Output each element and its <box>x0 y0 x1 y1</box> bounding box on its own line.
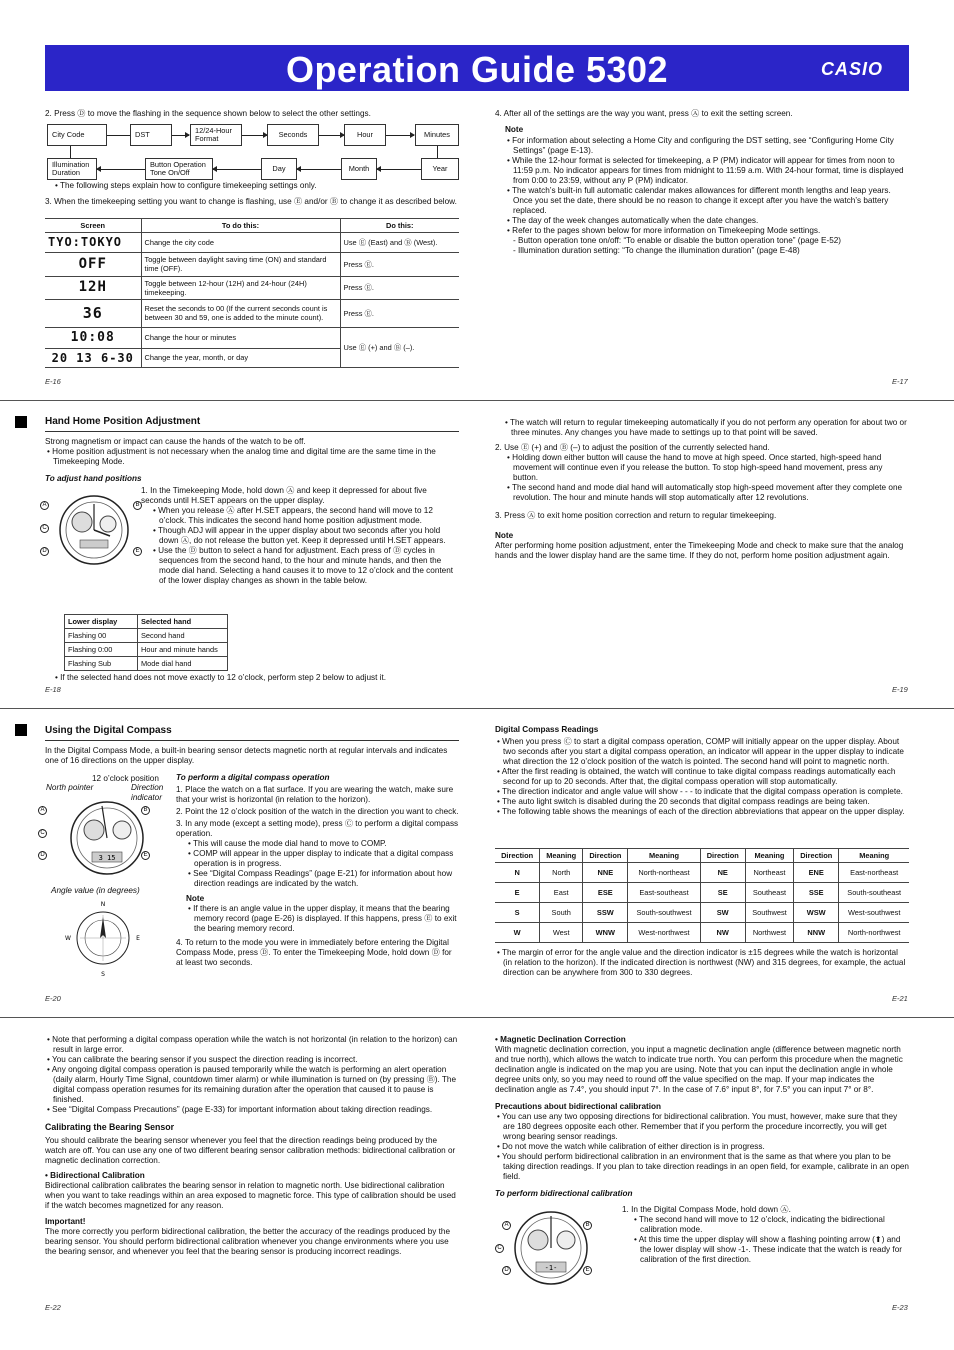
button-c-icon: C <box>38 829 47 838</box>
meaning-cell: West <box>540 923 583 943</box>
flow-arrow <box>386 135 414 136</box>
col-screen: Screen <box>45 219 141 233</box>
col-do: Do this: <box>340 219 459 233</box>
button-b-icon: B <box>133 501 142 510</box>
table-cell: Mode dial hand <box>138 657 228 671</box>
step-text: 1. In the Digital Compass Mode, hold down Ⓐ. <box>622 1205 791 1214</box>
svg-text:-1-: -1- <box>544 1264 558 1272</box>
label-angle-value: Angle value (in degrees) <box>51 886 140 895</box>
col-todo: To do this: <box>141 219 340 233</box>
page-number: E-16 <box>45 377 61 386</box>
bullet-item: • The second hand will move to 12 o’clock, indicating the bidirectional calibration mode. <box>632 1215 909 1235</box>
page-title: Operation Guide 5302 <box>285 49 669 90</box>
step-text: 2. Use Ⓔ (+) and Ⓑ (–) to adjust the position of the currently selected hand. <box>495 443 770 452</box>
label-direction-indicator: Direction indicator <box>131 783 164 802</box>
meaning-cell: South-southeast <box>839 883 909 903</box>
bullet-item: • When you press Ⓒ to start a digital compass operation, COMP will initially appear on the upper display. About two seconds after you start a digital compass operation, an indicator will appear in the upper display to indicate what direction the 12 o’clock position of the watch is pointed. The second hand will point to magnetic north. <box>495 737 909 767</box>
howto-heading: To perform bidirectional calibration <box>495 1189 633 1198</box>
section-title: Using the Digital Compass <box>45 725 459 741</box>
e16-step2: 2. Press Ⓓ to move the flashing in the sequence shown below to select the other settings. <box>45 109 371 118</box>
bullet-item: • You should perform bidirectional calibration in an environment that is the same as that where you plan to be taking direction readings. If you plan to take direction readings in an open field, for example, calibrate in an open field. <box>495 1152 909 1182</box>
e18-step1 <box>141 486 459 586</box>
compass-rose-icon <box>62 897 144 979</box>
step-text: 2. Point the 12 o’clock position of the watch in the direction you want to check. <box>176 807 459 816</box>
button-e-icon: E <box>133 547 142 556</box>
note-title: Note <box>186 894 205 903</box>
section-title: Hand Home Position Adjustment <box>45 416 459 432</box>
section-marker <box>15 724 27 736</box>
button-c-icon: C <box>495 1244 504 1253</box>
dir-cell: NW <box>700 923 745 943</box>
bullet-item: • Though ADJ will appear in the upper display about two seconds after you hold down Ⓐ, do not release the button yet. Keep it depressed until H.SET appears. <box>151 526 459 546</box>
button-a-icon: A <box>38 806 47 815</box>
dir-cell: ENE <box>794 863 839 883</box>
e17-step4: 4. After all of the settings are the way you want, press Ⓐ to exit the setting screen. <box>495 109 793 118</box>
flow-arrow <box>319 135 344 136</box>
dir-cell: SE <box>700 883 745 903</box>
meaning-cell: Southeast <box>745 883 793 903</box>
e17-notes <box>505 136 909 256</box>
e16-step3: 3. When the timekeeping setting you want to change is flashing, use Ⓔ and/or Ⓑ to change it as described below. <box>45 197 457 206</box>
button-e-icon: E <box>583 1266 592 1275</box>
section-marker <box>15 416 27 428</box>
flow-seconds: Seconds <box>267 124 319 146</box>
lcd-screen: TYO:TOKYO <box>45 233 141 253</box>
bullet-item: • Holding down either button will cause the hand to move at high speed. Once started, high-speed hand movement will continue even if you release the button. To stop high-speed hand movement, press any button. <box>505 453 909 483</box>
col-meaning: Meaning <box>628 849 700 863</box>
paragraph: The more correctly you perform bidirectional calibration, the better the accuracy of the readings produced by the bearing sensor. You should perform bidirectional calibration whenever you change environments where you use the bearing sensor, and whenever you feel that the bearing sensor is producing incorrect readings. <box>45 1226 451 1256</box>
table-cell: Second hand <box>138 629 228 643</box>
header-banner <box>45 45 909 91</box>
bullet-item: • Any ongoing digital compass operation is paused temporarily while the watch is performing an alert operation (daily alarm, Hourly Time Signal, countdown timer alarm) or while illumination is turned on (by pressing Ⓑ). The digital compass operation resumes for its remaining duration after the operation that caused it to pause is finished. <box>45 1065 459 1105</box>
bullet-item: • Do not move the watch while calibration of either direction is in progress. <box>495 1142 909 1152</box>
lcd-screen: 36 <box>45 299 141 327</box>
bullet-item: • You can calibrate the bearing sensor if you suspect the direction reading is incorrect. <box>45 1055 459 1065</box>
lcd-screen: OFF <box>45 252 141 276</box>
e22-content <box>45 1035 459 1257</box>
label-north-pointer: North pointer <box>46 783 94 792</box>
table-cell: Toggle between daylight saving time (ON) and standard time (OFF). <box>141 252 340 276</box>
howto-heading: To adjust hand positions <box>45 474 142 483</box>
dir-cell: NNE <box>583 863 628 883</box>
button-a-icon: A <box>40 501 49 510</box>
note-subitem: - Button operation tone on/off: “To enable or disable the button operation tone” (page E-52) <box>513 236 842 245</box>
col-meaning: Meaning <box>839 849 909 863</box>
dir-cell: SSE <box>794 883 839 903</box>
flow-arrow <box>213 169 261 170</box>
bullet-item: • The second hand and mode dial hand will automatically stop high-speed movement after they complete one revolution. The hour and minute hands will stop automatically after 12 revolutions. <box>505 483 909 503</box>
flow-dst: DST <box>130 124 172 146</box>
table-cell: Use Ⓔ (+) and Ⓑ (–). <box>340 327 459 367</box>
subsection-title: • Magnetic Declination Correction <box>495 1035 909 1045</box>
col-meaning: Meaning <box>745 849 793 863</box>
step-text: 3. In any mode (except a setting mode), press Ⓒ to perform a digital compass operation. <box>176 819 459 838</box>
button-d-icon: D <box>40 547 49 556</box>
flow-button-tone: Button Operation Tone On/Off <box>145 158 213 180</box>
table-cell: Hour and minute hands <box>138 643 228 657</box>
step-text: 4. To return to the mode you were in immediately before entering the Digital Compass Mode, press Ⓓ. To enter the Timekeeping Mode, hold down Ⓓ for at least two seconds. <box>176 938 452 967</box>
e21-margin-note: • The margin of error for the angle value and the direction indicator is ±15 degrees while the watch is horizontal (in relation to the horizon). If the indicated direction is northwest (NW) and 315 degrees, for example, the actual direction can be anywhere from 300 to 330 degrees. <box>495 948 909 978</box>
bullet-item: • The watch will return to regular timekeeping automatically if you do not perform any operation for about two or three minutes. Any changes you have made to settings up to that point will be saved. <box>495 418 909 438</box>
settings-flow-diagram <box>45 122 459 182</box>
dir-cell: NE <box>700 863 745 883</box>
section-subtitle: Digital Compass Readings <box>495 725 599 734</box>
compass-watch-illustration <box>42 800 172 876</box>
table-cell: Press Ⓔ. <box>340 299 459 327</box>
flow-year: Year <box>421 158 459 180</box>
table-cell: Flashing 00 <box>65 629 138 643</box>
col-lower-display: Lower display <box>65 615 138 629</box>
note-item: • For information about selecting a Home City and configuring the DST setting, see “Configuring Home City Settings” (page E-13). <box>505 136 909 156</box>
table-cell: Press Ⓔ. <box>340 252 459 276</box>
dir-cell: WNW <box>583 923 628 943</box>
table-cell: Use Ⓔ (East) and Ⓑ (West). <box>340 233 459 253</box>
note-item: • While the 12-hour format is selected for timekeeping, a P (PM) indicator will appear for times from noon to 11:59 p.m. No indicator appears for times from midnight to 11:59 a.m. With 24-hour format, time is displayed from 0:00 to 23:59, without any P (PM) indicator. <box>505 156 909 186</box>
step-text: 1. Place the watch on a flat surface. If you are wearing the watch, make sure that your wrist is horizontal (in relation to the horizon). <box>176 785 454 804</box>
meaning-cell: East-southeast <box>628 883 700 903</box>
e18-bullet: • Home position adjustment is not necessary when the analog time and digital time are the same time in the Timekeeping Mode. <box>45 447 459 467</box>
label-12-oclock: 12 o’clock position <box>92 774 159 783</box>
meaning-cell: East-northeast <box>839 863 909 883</box>
bullet-item: • When you release Ⓐ after H.SET appears, the second hand will move to 12 o’clock. This indicates the second hand home position adjustment mode. <box>151 506 459 526</box>
table-cell: Reset the seconds to 00 (If the current seconds count is between 30 and 59, one is added to the minute count). <box>141 299 340 327</box>
dir-cell: N <box>495 863 540 883</box>
dir-cell: WSW <box>794 903 839 923</box>
flow-arrow <box>97 169 145 170</box>
dir-cell: SW <box>700 903 745 923</box>
dir-cell: S <box>495 903 540 923</box>
col-meaning: Meaning <box>540 849 583 863</box>
meaning-cell: South <box>540 903 583 923</box>
col-direction: Direction <box>583 849 628 863</box>
direction-table <box>495 848 909 943</box>
meaning-cell: North-northeast <box>628 863 700 883</box>
lcd-screen: 12H <box>45 276 141 299</box>
bullet-item: • The direction indicator and angle value will show - - - to indicate that the digital compass operation is complete. <box>495 787 909 797</box>
flow-minutes: Minutes <box>415 124 459 146</box>
bullet-item: • Use the Ⓓ button to select a hand for adjustment. Each press of Ⓓ cycles in sequences from the second hand, to the hour and minute hands, and then the mode dial hand. Selecting a hand causes it to move to 12 o’clock and the content of the lower display changes as shown in the table below. <box>151 546 459 586</box>
subsection-title: • Bidirectional Calibration <box>45 1171 459 1181</box>
flow-arrow <box>377 169 421 170</box>
flow-12-24-format: 12/24-Hour Format <box>190 124 242 146</box>
meaning-cell: North <box>540 863 583 883</box>
svg-text:3 15: 3 15 <box>98 854 116 862</box>
bullet-item: • Note that performing a digital compass operation while the watch is not horizontal (in relation to the horizon) can result in large error. <box>45 1035 459 1055</box>
flow-month: Month <box>341 158 377 180</box>
button-b-icon: B <box>141 806 150 815</box>
lcd-screen: 10:08 <box>45 327 141 348</box>
note-item: • Refer to the pages shown below for more information on Timekeeping Mode settings. <box>505 226 909 236</box>
howto-heading: To perform a digital compass operation <box>176 773 330 782</box>
meaning-cell: West-southwest <box>839 903 909 923</box>
e18-intro: Strong magnetism or impact can cause the hands of the watch to be off. <box>45 437 306 446</box>
page-number: E-22 <box>45 1303 61 1312</box>
important-title: Important! <box>45 1216 86 1226</box>
note-item: • The watch’s built-in full automatic calendar makes allowances for different month lengths and leap years. Once you set the date, there should be no reason to change it except after you have the watch’s battery replaced. <box>505 186 909 216</box>
watch-illustration <box>40 494 148 566</box>
flow-connector <box>437 146 438 158</box>
bullet-item: • At this time the upper display will show a flashing pointing arrow (⬆) and the lower display will show -1-. These indicate that the watch is ready for calibration of the first direction. <box>632 1235 909 1265</box>
flow-note: • The following steps explain how to configure timekeeping settings only. <box>55 181 459 191</box>
paragraph: Bidirectional calibration calibrates the bearing sensor in relation to magnetic north. Use bidirectional calibration when you want to take readings within an area exposed to magnetic force. This type of calibration should be used if the watch becomes magnetized for any reason. <box>45 1180 456 1210</box>
flow-illumination-duration: Illumination Duration <box>47 158 97 180</box>
bullet-item: • The auto light switch is disabled during the 20 seconds that digital compass readings are being taken. <box>495 797 909 807</box>
page-number: E-23 <box>892 1303 908 1312</box>
table-cell: Change the year, month, or day <box>141 348 340 368</box>
casio-logo: CASIO <box>820 59 883 79</box>
page-number: E-20 <box>45 994 61 1003</box>
page-number: E-21 <box>892 994 908 1003</box>
note-text: After performing home position adjustment, enter the Timekeeping Mode and check to make sure that the analog hands and the lower display hand are the same time. If they do not, perform home position adjustment again. <box>495 541 904 560</box>
page-number: E-18 <box>45 685 61 694</box>
note-text: • If there is an angle value in the upper display, it means that the bearing memory record (page E-26) is displayed. If this happens, press Ⓔ to exit the bearing memory record. <box>176 904 459 934</box>
meaning-cell: South-southwest <box>628 903 700 923</box>
meaning-cell: West-northwest <box>628 923 700 943</box>
page-number: E-17 <box>892 377 908 386</box>
meaning-cell: Southwest <box>745 903 793 923</box>
e20-intro: In the Digital Compass Mode, a built-in bearing sensor detects magnetic north at regular intervals and indicates one of 16 directions on the upper display. <box>45 746 448 765</box>
step-text: 1. In the Timekeeping Mode, hold down Ⓐ and keep it depressed for about five seconds until H.SET appears on the upper display. <box>141 486 427 505</box>
flow-arrow <box>172 135 189 136</box>
subsection-title: Precautions about bidirectional calibration <box>495 1102 662 1111</box>
flow-hour: Hour <box>344 124 386 146</box>
page-divider <box>0 708 954 709</box>
button-c-icon: C <box>40 524 49 533</box>
dir-cell: E <box>495 883 540 903</box>
table-cell: Flashing Sub <box>65 657 138 671</box>
svg-text:E: E <box>136 935 140 942</box>
step-text: 3. Press Ⓐ to exit home position correction and return to regular timekeeping. <box>495 511 777 520</box>
bullet-item: • This will cause the mode dial hand to move to COMP. <box>186 839 459 849</box>
note-title: Note <box>495 531 514 540</box>
paragraph: With magnetic declination correction, you input a magnetic declination angle (difference between magnetic north and true north), which allows the watch to indicate true north. You can perform this procedure when the magnetic declination angle is indicated on the map you are using. Note that you can input the declination angle in whole degree units only, so you may need to round off the value specified on the map. If your map indicates the declination angle as 7.4°, you should input 7°. In the case of 7.6° input 8°, for 7.5° you can input 7° or 8°. <box>495 1045 903 1094</box>
svg-text:W: W <box>65 935 71 942</box>
e23-content <box>495 1035 909 1199</box>
bullet-item: • See “Digital Compass Readings” (page E-21) for information about how direction readings are indicated by the watch. <box>186 869 459 889</box>
note-subitem: - Illumination duration setting: “To change the illumination duration” (page E-48) <box>513 246 800 255</box>
flow-arrow <box>242 135 267 136</box>
e18-final: • If the selected hand does not move exactly to 12 o’clock, perform step 2 below to adjust it. <box>55 673 459 683</box>
e19-content <box>495 418 909 561</box>
col-selected-hand: Selected hand <box>138 615 228 629</box>
flow-arrow <box>297 169 341 170</box>
svg-text:N: N <box>100 901 106 908</box>
lcd-screen: 20 13 6-30 <box>45 348 141 368</box>
table-cell: Change the city code <box>141 233 340 253</box>
button-a-icon: A <box>502 1221 511 1230</box>
bullet-item: • After the first reading is obtained, the watch will continue to take digital compass readings automatically each second for up to 20 seconds. After that, the digital compass operation will stop automatically. <box>495 767 909 787</box>
paragraph: You should calibrate the bearing sensor whenever you feel that the direction readings being produced by the watch are off. You can use any one of two different bearing sensor calibration methods: bidirectional calibration or magnetic declination correction. <box>45 1135 456 1165</box>
page-divider <box>0 1017 954 1018</box>
note-title: Note <box>505 125 524 134</box>
e23-procedure <box>622 1205 909 1265</box>
dir-cell: ESE <box>583 883 628 903</box>
timekeeping-settings-table <box>45 218 459 368</box>
bullet-item: • You can use any two opposing directions for bidirectional calibration. You must, however, make sure that they are 180 degrees opposite each other. Remember that if you perform the procedure incorrectly, you will get wrong bearing sensor readings. <box>495 1112 909 1142</box>
bullet-item: • The following table shows the meanings of each of the direction abbreviations that appear on the upper display. <box>495 807 909 817</box>
table-cell: Toggle between 12-hour (12H) and 24-hour (24H) timekeeping. <box>141 276 340 299</box>
col-direction: Direction <box>794 849 839 863</box>
hand-select-table <box>64 614 228 671</box>
dir-cell: NNW <box>794 923 839 943</box>
col-direction: Direction <box>495 849 540 863</box>
meaning-cell: Northeast <box>745 863 793 883</box>
button-e-icon: E <box>141 851 150 860</box>
page-number: E-19 <box>892 685 908 694</box>
meaning-cell: East <box>540 883 583 903</box>
table-cell: Flashing 0:00 <box>65 643 138 657</box>
e20-procedure <box>176 773 459 968</box>
table-cell: Change the hour or minutes <box>141 327 340 348</box>
flow-city-code: City Code <box>47 124 107 146</box>
meaning-cell: North-northwest <box>839 923 909 943</box>
flow-connector <box>70 146 71 158</box>
dir-cell: W <box>495 923 540 943</box>
flow-day: Day <box>261 158 297 180</box>
button-d-icon: D <box>502 1266 511 1275</box>
button-b-icon: B <box>583 1221 592 1230</box>
note-item: • The day of the week changes automatically when the date changes. <box>505 216 909 226</box>
dir-cell: SSW <box>583 903 628 923</box>
button-d-icon: D <box>38 851 47 860</box>
col-direction: Direction <box>700 849 745 863</box>
bullet-item: • COMP will appear in the upper display to indicate that a digital compass operation is in progress. <box>186 849 459 869</box>
table-cell: Press Ⓔ. <box>340 276 459 299</box>
subsection-title: Calibrating the Bearing Sensor <box>45 1122 175 1132</box>
e21-bullets <box>495 737 909 817</box>
meaning-cell: Northwest <box>745 923 793 943</box>
page-divider <box>0 400 954 401</box>
svg-text:S: S <box>101 971 105 978</box>
bullet-item: • See “Digital Compass Precautions” (page E-33) for important information about taking direction readings. <box>45 1105 459 1115</box>
